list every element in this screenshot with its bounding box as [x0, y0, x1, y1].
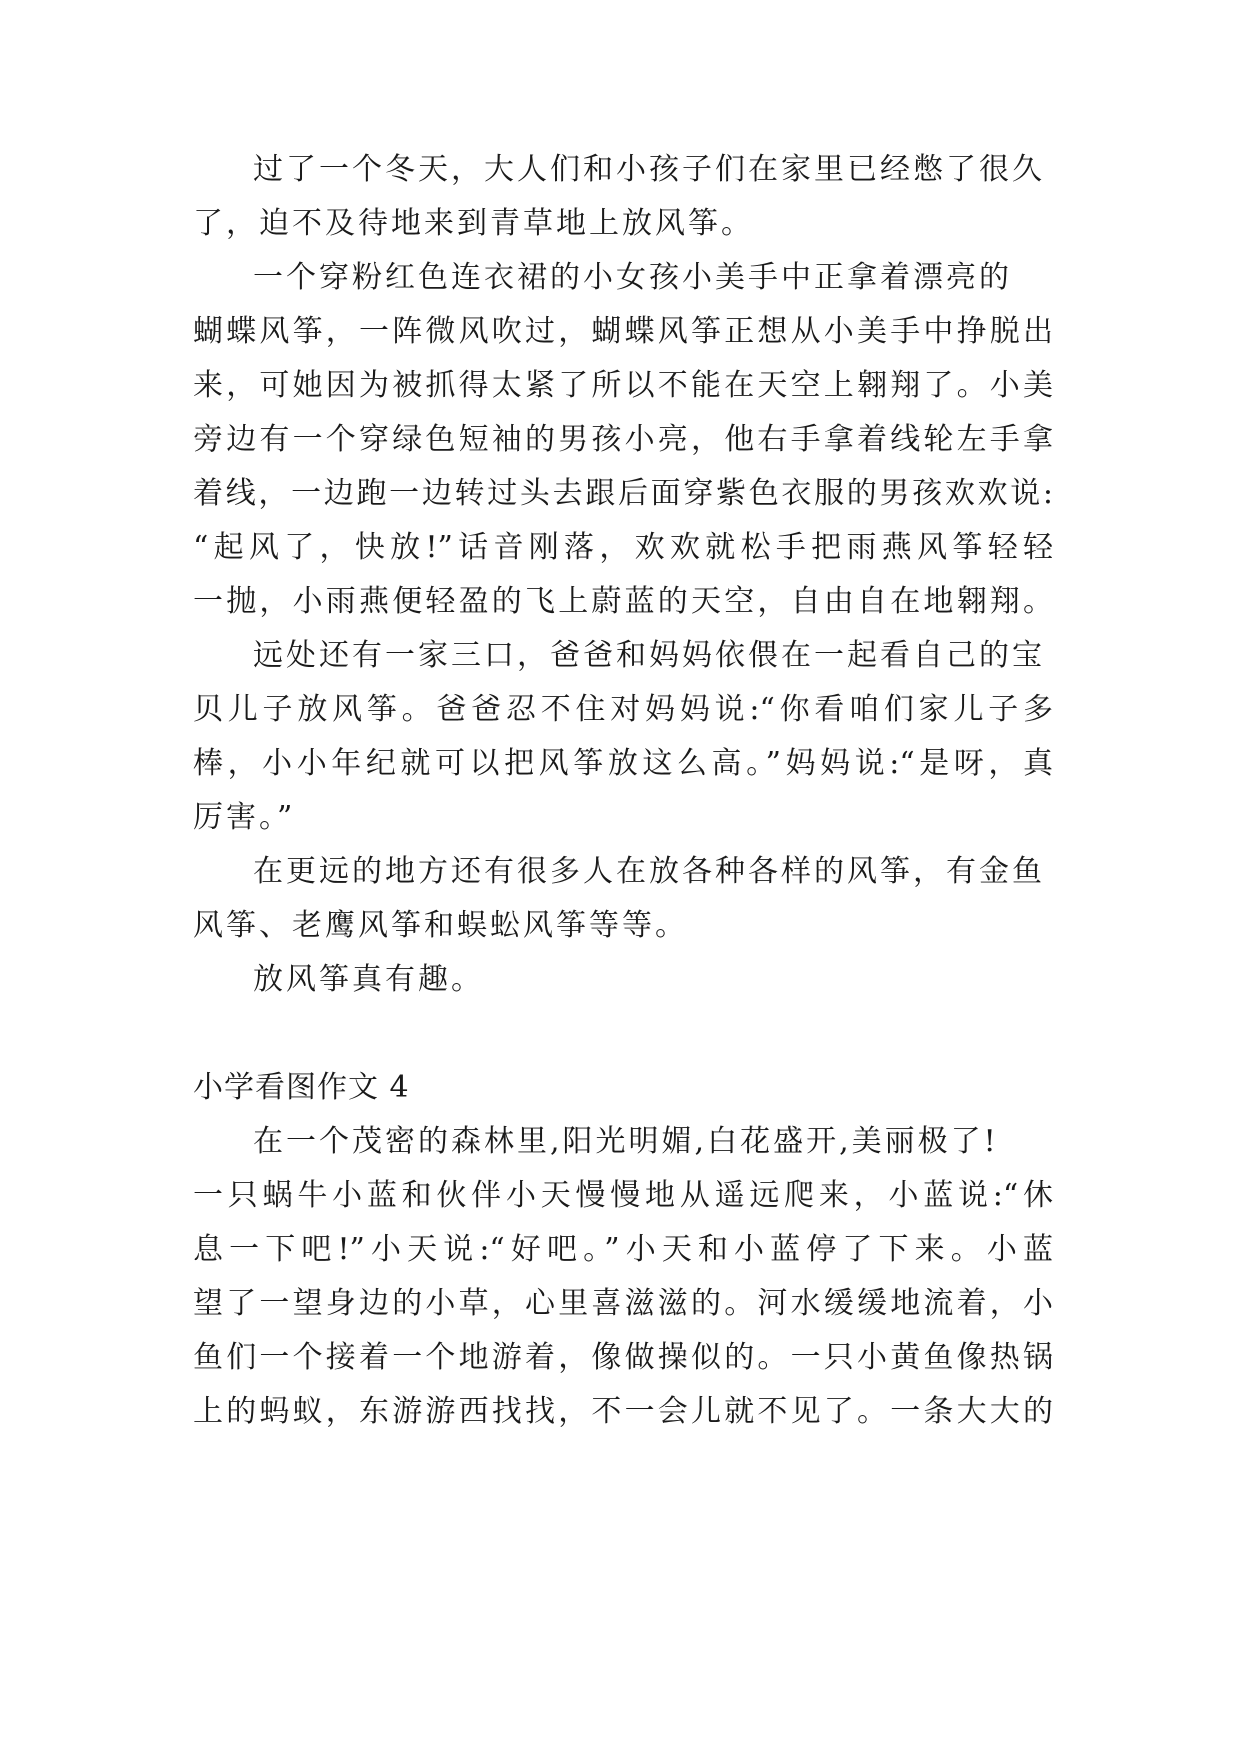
text-line: 风筝、老鹰风筝和蜈蚣风筝等等。	[193, 908, 688, 943]
text-line: 了，迫不及待地来到青草地上放风筝。	[193, 206, 754, 241]
text-line: 息一下吧!”小天说:“好吧。”小天和小蓝停了下来。小蓝	[193, 1232, 1053, 1267]
text-line: 来，可她因为被抓得太紧了所以不能在天空上翱翔了。小美	[193, 368, 1053, 403]
text-line: 棒，小小年纪就可以把风筝放这么高。”妈妈说:“是呀，真	[193, 746, 1053, 781]
text-line: 在更远的地方还有很多人在放各种各样的风筝，有金鱼	[253, 854, 1045, 889]
text-line: 蝴蝶风筝，一阵微风吹过，蝴蝶风筝正想从小美手中挣脱出	[193, 314, 1053, 349]
text-line: 一抛，小雨燕便轻盈的飞上蔚蓝的天空，自由自在地翱翔。	[193, 584, 1053, 619]
text-line: 上的蚂蚁，东游游西找找，不一会儿就不见了。一条大大的	[193, 1394, 1053, 1429]
text-line: “起风了，快放!”话音刚落，欢欢就松手把雨燕风筝轻轻	[193, 530, 1053, 565]
text-line: 贝儿子放风筝。爸爸忍不住对妈妈说:“你看咱们家儿子多	[193, 692, 1053, 727]
text-line: 一个穿粉红色连衣裙的小女孩小美手中正拿着漂亮的	[253, 260, 1012, 295]
text-line: 鱼们一个接着一个地游着，像做操似的。一只小黄鱼像热锅	[193, 1340, 1053, 1375]
text-line: 着线，一边跑一边转过头去跟后面穿紫色衣服的男孩欢欢说:	[193, 476, 1053, 511]
text-line: 一只蜗牛小蓝和伙伴小天慢慢地从遥远爬来，小蓝说:“休	[193, 1178, 1053, 1213]
section-heading: 小学看图作文 4	[193, 1070, 410, 1105]
text-line: 远处还有一家三口，爸爸和妈妈依偎在一起看自己的宝	[253, 638, 1045, 673]
text-line: 在一个茂密的森林里,阳光明媚,白花盛开,美丽极了!	[253, 1124, 999, 1159]
text-line: 过了一个冬天，大人们和小孩子们在家里已经憋了很久	[253, 152, 1045, 187]
text-line: 望了一望身边的小草，心里喜滋滋的。河水缓缓地流着，小	[193, 1286, 1053, 1321]
text-line: 旁边有一个穿绿色短袖的男孩小亮，他右手拿着线轮左手拿	[193, 422, 1053, 457]
text-line: 放风筝真有趣。	[253, 962, 484, 997]
text-line: 厉害。”	[193, 800, 296, 835]
